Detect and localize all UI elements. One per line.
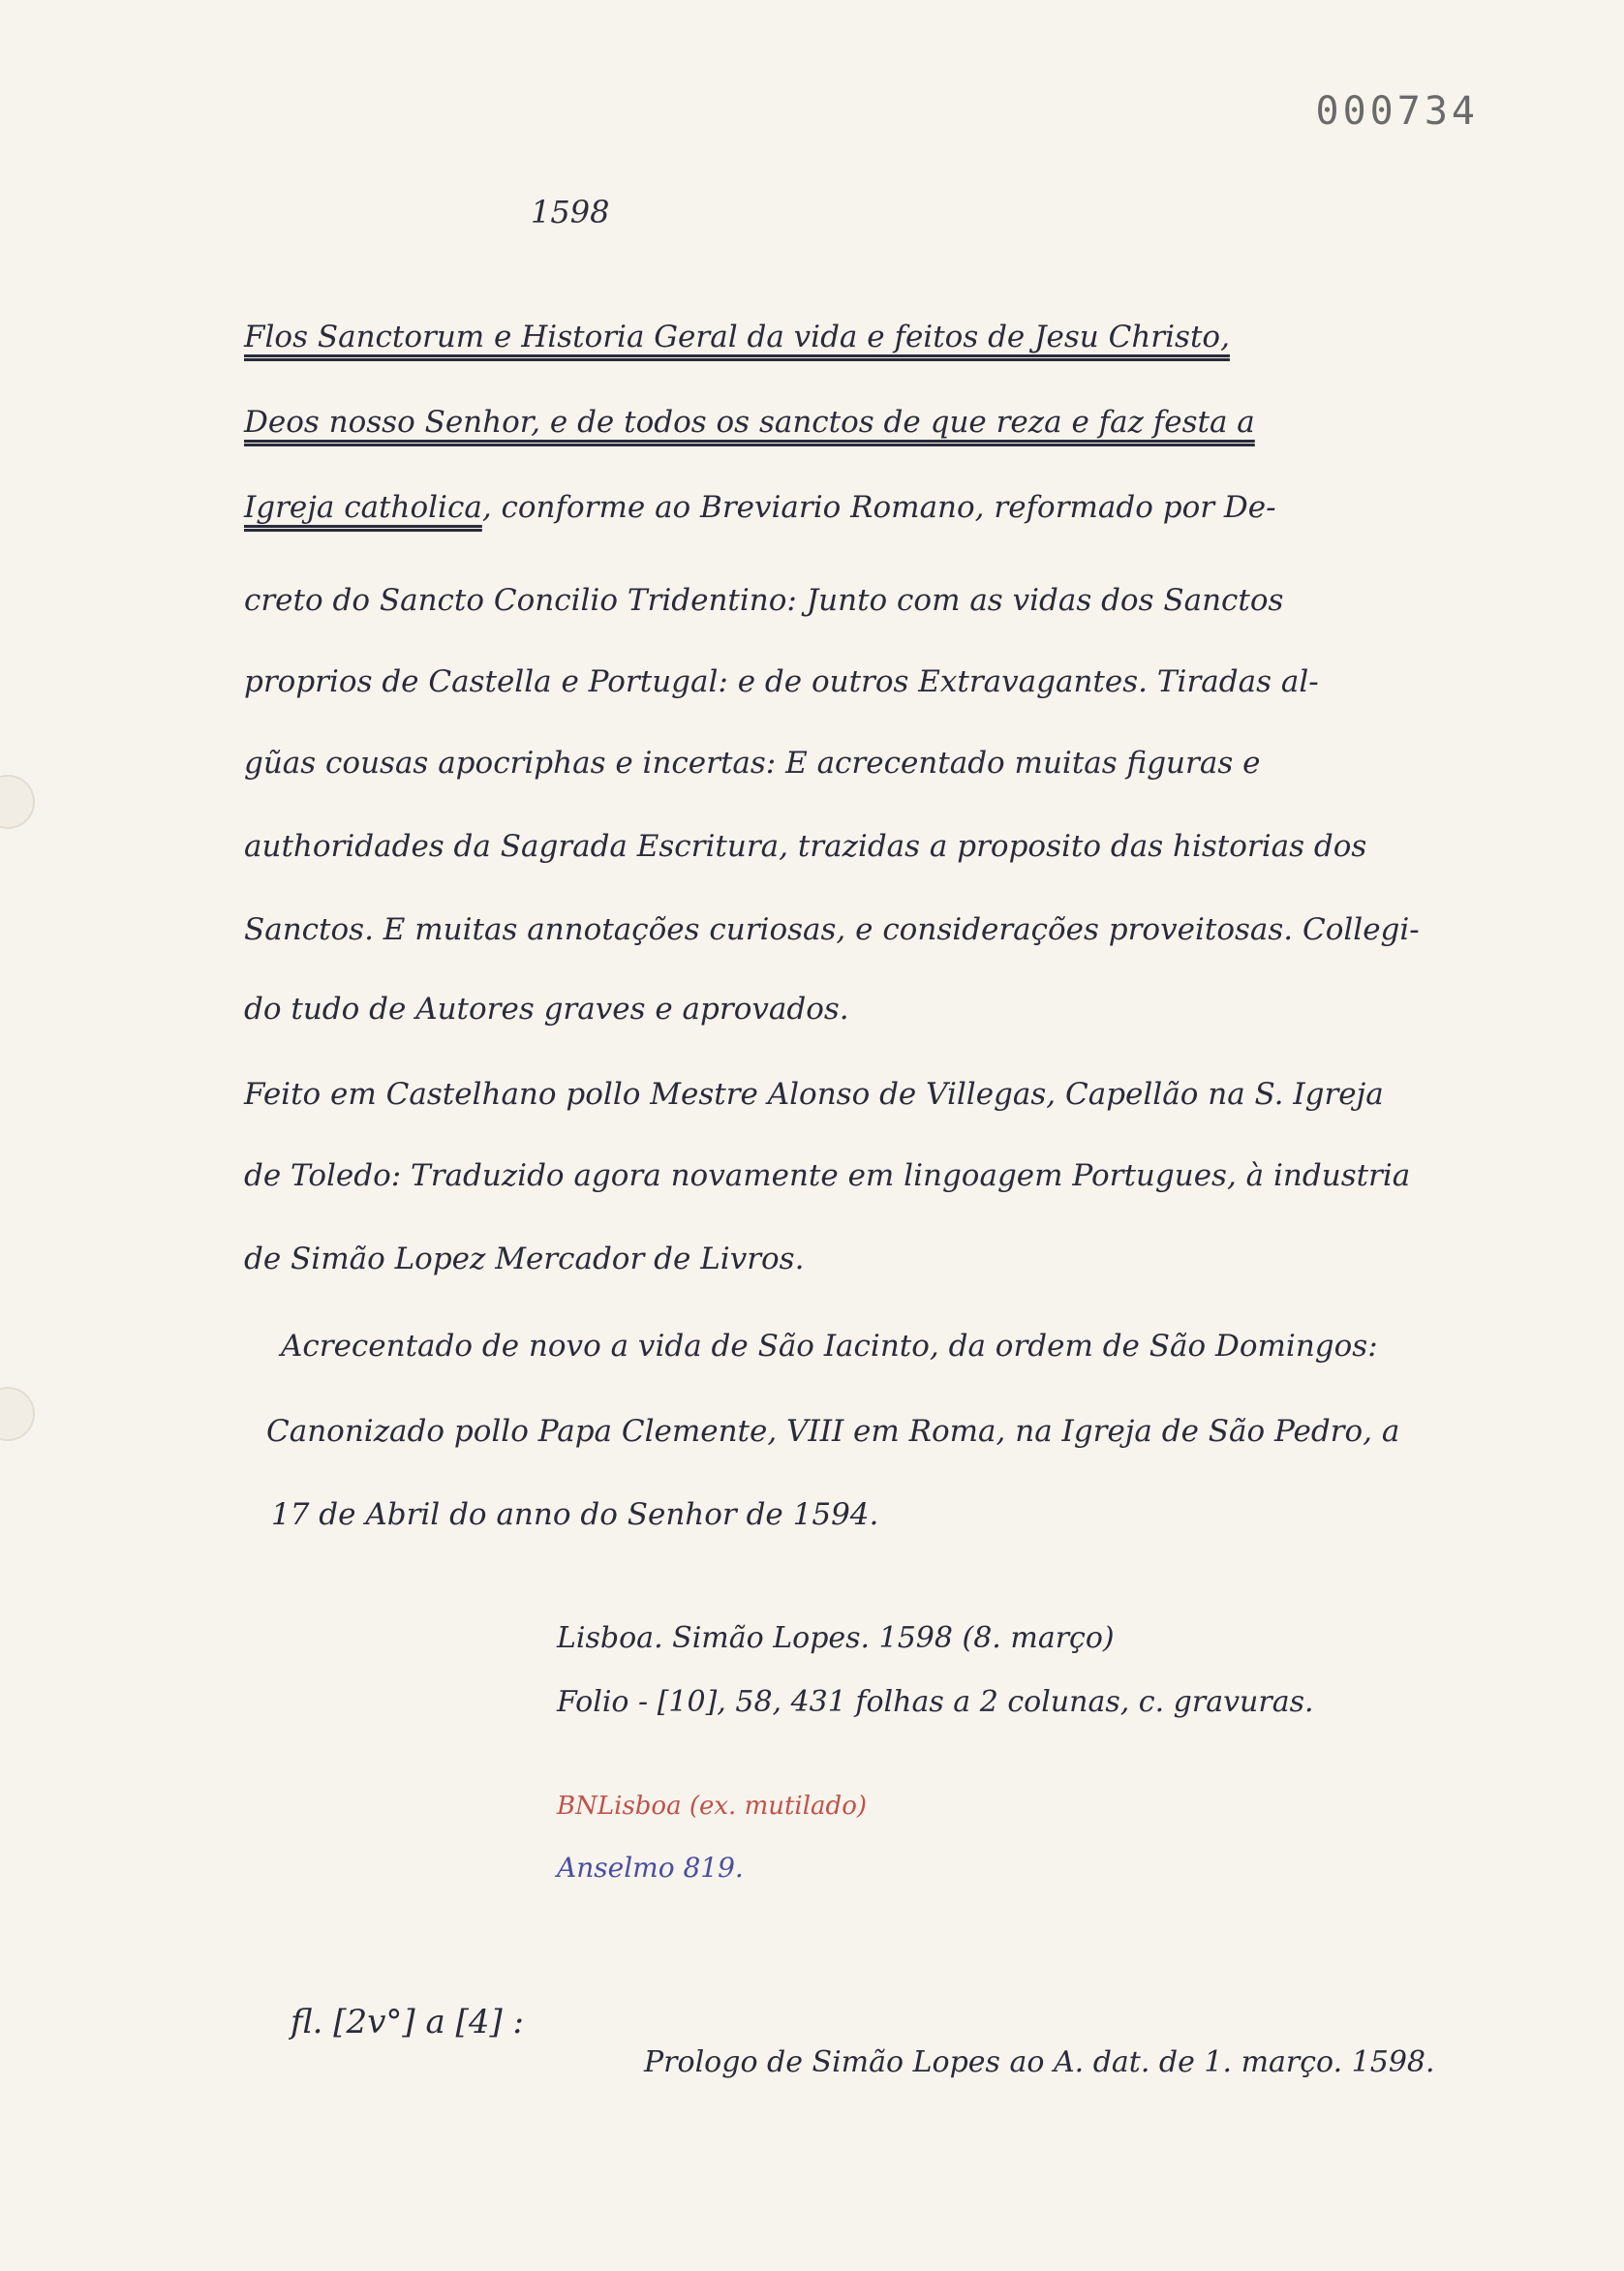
addition-line-2: Canonizado pollo Papa Clemente, VIII em Roma, na Igreja de São Pedro, a — [266, 1414, 1400, 1449]
title-rest-text: do tudo de Autores graves e aprovados. — [244, 992, 849, 1027]
title-line-1 — [244, 320, 1230, 354]
title-underlined-text: Flos Sanctorum e Historia Geral da vida e feitos de Jesu Christo, — [244, 320, 1230, 354]
imprint-place-line: Lisboa. Simão Lopes. 1598 (8. março) — [557, 1621, 1115, 1655]
title-rest-text: , conforme ao Breviario Romano, reformado por De- — [481, 490, 1276, 525]
addition-line-1: Acrecentado de novo a vida de São Iacinto, da ordem de São Domingos: — [281, 1329, 1378, 1364]
title-line-9 — [244, 992, 849, 1027]
title-line-4 — [244, 583, 1283, 618]
title-line-3 — [244, 490, 1276, 525]
title-line-5 — [244, 664, 1319, 699]
title-underlined-text: Igreja catholica — [244, 490, 482, 525]
title-rest-text: creto do Sancto Concilio Tridentino: Junto com as vidas dos Sanctos — [244, 583, 1284, 618]
library-holding-note: BNLisboa (ex. mutilado) — [557, 1792, 867, 1821]
title-rest-text: gũas cousas apocriphas e incertas: E acrecentado muitas figuras e — [244, 746, 1261, 781]
title-rest-text: Sanctos. E muitas annotações curiosas, e considerações proveitosas. Collegi- — [244, 912, 1420, 947]
year-heading: 1598 — [531, 194, 610, 230]
punch-hole-mark — [0, 1387, 35, 1441]
addition-line-3: 17 de Abril do anno do Senhor de 1594. — [271, 1497, 879, 1532]
archive-stamp-number: 000734 — [1315, 89, 1479, 134]
author-line-1: Feito em Castelhano pollo Mestre Alonso de Villegas, Capellão na S. Igreja — [244, 1077, 1384, 1112]
author-line-2: de Toledo: Traduzido agora novamente em lingoagem Portugues, à industria — [244, 1158, 1411, 1193]
folio-reference: fl. [2v°] a [4] : — [291, 2003, 524, 2041]
prologo-note: Prologo de Simão Lopes ao A. dat. de 1. março. 1598. — [644, 2045, 1435, 2079]
title-line-7 — [244, 829, 1366, 864]
author-line-3: de Simão Lopez Mercador de Livros. — [244, 1242, 805, 1276]
anselmo-reference-note: Anselmo 819. — [557, 1852, 744, 1884]
punch-hole-mark — [0, 775, 35, 829]
title-underlined-text: Deos nosso Senhor, e de todos os sanctos de que reza e faz festa a — [244, 405, 1255, 440]
title-rest-text: proprios de Castella e Portugal: e de outros Extravagantes. Tiradas al- — [244, 664, 1319, 699]
title-rest-text: authoridades da Sagrada Escritura, trazidas a proposito das historias dos — [244, 829, 1367, 864]
title-line-6 — [244, 746, 1260, 781]
title-line-8 — [244, 912, 1420, 947]
imprint-collation-line: Folio - [10], 58, 431 folhas a 2 colunas, c. gravuras. — [557, 1685, 1314, 1719]
title-line-2 — [244, 405, 1255, 440]
